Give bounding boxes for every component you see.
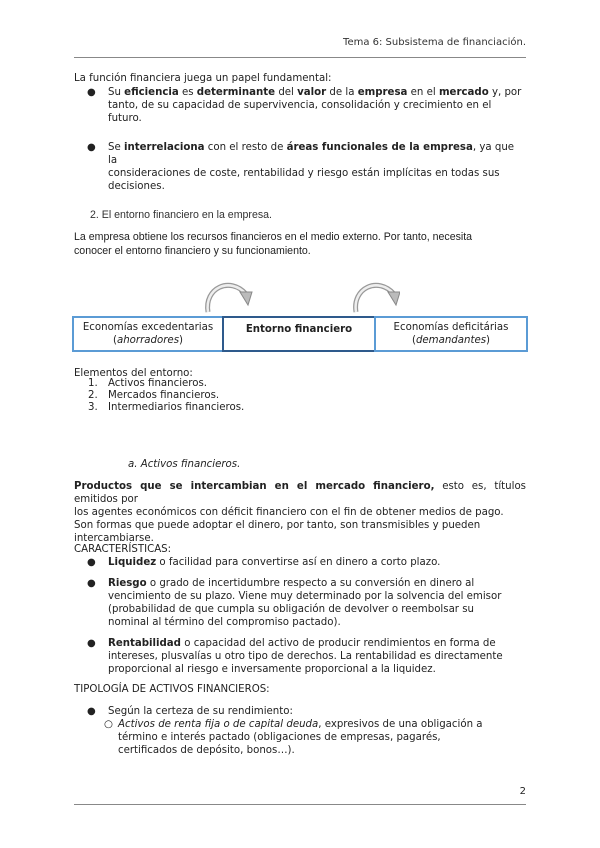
typology-subitem: ○ Activos de renta fija o de capital deuda, expresivos de una obligación a término e interés pactado (obligaciones de empresas, pagarés, certificados de depósito, bonos…).: [104, 719, 483, 756]
characteristics-heading: CARACTERÍSTICAS:: [74, 544, 172, 555]
diagram-left-box: Economías excedentarias (ahorradores): [72, 316, 224, 352]
section-heading: 2. El entorno financiero en la empresa.: [90, 209, 272, 221]
list-item: ● Rentabilidad o capacidad del activo de producir rendimientos en forma de intereses, plusvalías u otro tipo de derechos. La rentabilidad es directamente proporcional al riesgo e inversamente proporcional a la liquidez.: [87, 638, 503, 675]
diagram-center-box: Entorno financiero: [222, 316, 376, 352]
circle-bullet-icon: ○: [104, 719, 113, 730]
typology-heading: TIPOLOGÍA DE ACTIVOS FINANCIEROS:: [74, 684, 270, 695]
characteristics-list: [74, 556, 526, 676]
list-item: ● Riesgo o grado de incertidumbre respecto a su conversión en dinero al vencimiento de su plazo. Viene muy determinado por la solvencia del emisor (probabilidad de que cumpla su obligación de devolver o reembolsar su nominal al término del compromiso pactado).: [87, 578, 502, 628]
list-item: 3. Intermediarios financieros.: [88, 402, 245, 413]
bullet-icon: ●: [87, 578, 96, 589]
list-item: 2. Mercados financieros.: [88, 390, 220, 401]
bullet-icon: ●: [87, 557, 96, 568]
elements-lead: Elementos del entorno:: [74, 368, 193, 379]
section-paragraph: La empresa obtiene los recursos financieros en el medio externo. Por tanto, necesita conocer el entorno financiero y su funcionamiento.: [74, 231, 473, 257]
list-item: ● Según la certeza de su rendimiento:: [87, 706, 293, 717]
intro-lead: La función financiera juega un papel fundamental:: [74, 73, 332, 84]
header-title: Tema 6: Subsistema de financiación.: [343, 37, 526, 48]
list-item: ● Su eficiencia es determinante del valor de la empresa en el mercado y, por tanto, de su capacidad de supervivencia, consolidación y crecimiento en el futuro.: [87, 87, 522, 124]
header-divider: [74, 57, 526, 58]
subsection-heading: a. Activos financieros.: [128, 459, 241, 470]
bullet-icon: ●: [87, 142, 96, 153]
list-item: ● Liquidez o facilidad para convertirse así en dinero a corto plazo.: [87, 557, 441, 568]
intro-bullets: [74, 86, 526, 193]
bullet-icon: ●: [87, 706, 96, 717]
curved-arrow-icon: [356, 285, 400, 312]
elements-list: [74, 378, 244, 414]
curved-arrow-icon: [208, 285, 252, 312]
definition-paragraph: Productos que se intercambian en el mercado financiero, esto es, títulos emitidos por los agentes económicos con déficit financiero con el fin de obtener medios de pago. Son formas que puede adoptar el dinero, por tanto, son transmisibles y pueden intercambiarse.: [74, 481, 526, 544]
bullet-icon: ●: [87, 638, 96, 649]
list-item: 1. Activos financieros.: [88, 378, 208, 389]
diagram-right-box: Economías deficitárias (demandantes): [374, 316, 528, 352]
page-number: 2: [519, 786, 526, 797]
typology-list: [74, 705, 526, 718]
footer-divider: [74, 804, 526, 805]
bullet-icon: ●: [87, 87, 96, 98]
list-item: ● Se interrelaciona con el resto de áreas funcionales de la empresa, ya que la consideraciones de coste, rentabilidad y riesgo están implícitas en todas sus decisiones.: [87, 142, 515, 192]
diagram-arrows: [190, 278, 400, 318]
